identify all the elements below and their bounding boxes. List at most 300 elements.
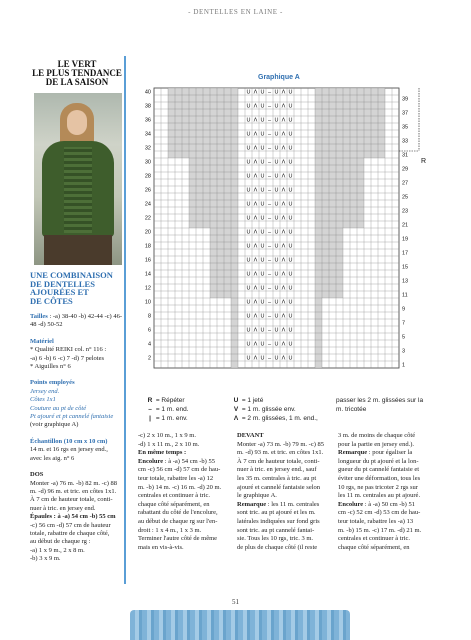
grid-shade [336, 207, 343, 214]
grid-shade [217, 186, 224, 193]
stitch-symbol: – [267, 271, 272, 278]
grid-shade [315, 263, 322, 270]
knitting-chart-grid [138, 86, 442, 378]
stitch-symbol: Λ [281, 243, 286, 250]
grid-shade [329, 165, 336, 172]
grid-shade [322, 263, 329, 270]
text-line: sont tric. au pt ajouré et les m. [237, 509, 316, 517]
grid-shade [196, 214, 203, 221]
stitch-symbol: U [260, 271, 265, 278]
dos-line: Monter -a) 76 m. -b) 82 m. -c) 88 [30, 479, 118, 487]
grid-shade [203, 186, 210, 193]
stitch-symbol: Λ [281, 215, 286, 222]
grid-shade [364, 144, 371, 151]
grid-shade [322, 130, 329, 137]
grid-shade [210, 88, 217, 95]
grid-shade [378, 130, 385, 137]
grid-shade [224, 228, 231, 235]
grid-shade [371, 95, 378, 102]
grid-shade [168, 116, 175, 123]
grid-shade [196, 179, 203, 186]
grid-shade [343, 144, 350, 151]
grid-shade [315, 95, 322, 102]
grid-shade [168, 130, 175, 137]
text-bold: En même temps : [138, 449, 187, 457]
row-number-left: 4 [147, 341, 151, 348]
grid-shade [322, 116, 329, 123]
stitch-symbol: Λ [253, 117, 258, 124]
grid-shade [329, 130, 336, 137]
stitch-symbol: U [246, 313, 251, 320]
grid-shade [210, 200, 217, 207]
text-line: À 7 cm de hauteur totale, conti- [237, 457, 320, 465]
grid-shade [336, 200, 343, 207]
stitch-symbol: U [246, 131, 251, 138]
stitch-symbol: U [260, 201, 265, 208]
stitch-symbol: – [267, 229, 272, 236]
stitch-symbol: U [260, 355, 265, 362]
grid-shade [231, 354, 238, 361]
stitch-symbol: U [246, 201, 251, 208]
row-number-left: 24 [144, 201, 151, 208]
grid-shade [343, 214, 350, 221]
grid-shade [231, 277, 238, 284]
grid-shade [329, 214, 336, 221]
subhead-line: AJOURÉES ET [30, 287, 89, 297]
grid-shade [336, 214, 343, 221]
text-line: : à -a) 50 cm -b) 51 [364, 500, 415, 508]
stitch-symbol: U [246, 145, 251, 152]
grid-shade [231, 270, 238, 277]
grid-shade [203, 88, 210, 95]
row-number-right: 15 [402, 264, 409, 271]
grid-shade [364, 130, 371, 137]
grid-shade [231, 144, 238, 151]
grid-shade [231, 165, 238, 172]
grid-shade [189, 165, 196, 172]
points-line: Couture au pt de côté [30, 404, 87, 412]
grid-shade [196, 123, 203, 130]
stitch-symbol: Λ [281, 145, 286, 152]
grid-shade [217, 277, 224, 284]
grid-shade [210, 95, 217, 102]
stitch-symbol: – [267, 117, 272, 124]
points-label: Points employés [30, 379, 75, 387]
grid-shade [329, 186, 336, 193]
dos-label: DOS [30, 471, 44, 479]
grid-shade [322, 270, 329, 277]
text-line: 3 m. de moins de chaque côté [338, 432, 416, 439]
grid-shade [196, 221, 203, 228]
stitch-symbol: U [274, 201, 279, 208]
stitch-symbol: U [246, 89, 251, 96]
stitch-symbol: U [274, 285, 279, 292]
grid-shade [196, 102, 203, 109]
stitch-symbol: – [267, 243, 272, 250]
grid-shade [175, 137, 182, 144]
grid-shade [175, 130, 182, 137]
grid-shade [350, 144, 357, 151]
stitch-symbol: – [267, 159, 272, 166]
stitch-symbol: Λ [281, 327, 286, 334]
grid-shade [196, 172, 203, 179]
row-number-left: 20 [144, 229, 151, 236]
stitch-symbol: Λ [281, 117, 286, 124]
grid-shade [315, 242, 322, 249]
grid-shade [336, 179, 343, 186]
grid-shade [357, 214, 364, 221]
grid-shade [357, 221, 364, 228]
row-number-left: 28 [144, 173, 151, 180]
grid-shade [329, 172, 336, 179]
grid-shade [336, 137, 343, 144]
grid-shade [217, 95, 224, 102]
grid-shade [364, 137, 371, 144]
grid-shade [322, 172, 329, 179]
stitch-symbol: U [274, 243, 279, 250]
grid-shade [203, 165, 210, 172]
grid-shade [350, 207, 357, 214]
grid-shade [231, 256, 238, 263]
grid-shade [322, 186, 329, 193]
text-line: chaque côté séparément, en [138, 500, 210, 508]
grid-shade [329, 102, 336, 109]
grid-shade [329, 270, 336, 277]
grid-shade [322, 291, 329, 298]
grid-shade [210, 242, 217, 249]
grid-shade [224, 172, 231, 179]
sizes-block [30, 313, 124, 330]
row-number-right: 7 [402, 320, 406, 327]
legend-col [232, 396, 318, 423]
stitch-symbol: – [267, 285, 272, 292]
grid-shade [378, 88, 385, 95]
stitch-symbol: U [246, 187, 251, 194]
legend-col [336, 396, 423, 414]
subhead-line: DE CÔTES [30, 295, 73, 306]
grid-shade [357, 109, 364, 116]
stitch-symbol: Λ [253, 215, 258, 222]
text-line: 10 rgs, ne pas tricoter 2 rgs sur [338, 483, 418, 491]
grid-shade [210, 277, 217, 284]
stitch-symbol: U [274, 313, 279, 320]
stitch-symbol: Λ [253, 145, 258, 152]
grid-shade [231, 116, 238, 123]
grid-shade [350, 95, 357, 102]
row-number-left: 40 [144, 89, 151, 96]
grid-shade [315, 291, 322, 298]
stitch-symbol: Λ [281, 89, 286, 96]
grid-shade [189, 109, 196, 116]
stitch-symbol: U [288, 117, 293, 124]
grid-shade [189, 102, 196, 109]
grid-shade [357, 200, 364, 207]
stitch-symbol: U [260, 215, 265, 222]
grid-shade [315, 137, 322, 144]
stitch-symbol: U [246, 341, 251, 348]
grid-shade [350, 158, 357, 165]
grid-shade [231, 242, 238, 249]
stitch-symbol: U [260, 243, 265, 250]
row-number-left: 14 [144, 271, 151, 278]
grid-shade [350, 130, 357, 137]
grid-shade [350, 88, 357, 95]
stitch-symbol: U [288, 173, 293, 180]
grid-shade [371, 88, 378, 95]
grid-shade [189, 193, 196, 200]
grid-shade [350, 172, 357, 179]
grid-shade [378, 95, 385, 102]
stitch-symbol: Λ [281, 355, 286, 362]
stitch-symbol: U [288, 131, 293, 138]
grid-shade [182, 144, 189, 151]
grid-shade [329, 193, 336, 200]
grid-shade [231, 263, 238, 270]
grid-shade [217, 193, 224, 200]
grid-shade [203, 151, 210, 158]
grid-shade [357, 151, 364, 158]
grid-shade [329, 88, 336, 95]
stitch-symbol: U [246, 229, 251, 236]
text-bold: Encolure [138, 457, 164, 465]
legend-item: passer les 2 m. glissées sur la [336, 397, 424, 404]
gauge-line: avec les aig. n° 6 [30, 454, 75, 462]
grid-shade [371, 144, 378, 151]
row-number-left: 26 [144, 187, 151, 194]
stitch-symbol: Λ [281, 299, 286, 306]
subhead-line: DE DENTELLES [30, 278, 95, 289]
grid-shade [217, 123, 224, 130]
grid-shade [217, 221, 224, 228]
grid-shade [224, 151, 231, 158]
grid-shade [315, 305, 322, 312]
stitch-symbol: U [288, 341, 293, 348]
stitch-symbol: – [267, 215, 272, 222]
grid-shade [378, 151, 385, 158]
stitch-symbol: – [267, 173, 272, 180]
dos-line: À 7 cm de hauteur totale, conti- [30, 496, 113, 504]
stitch-symbol: U [274, 173, 279, 180]
grid-shade [175, 123, 182, 130]
grid-shade [203, 102, 210, 109]
grid-shade [378, 102, 385, 109]
grid-shade [315, 158, 322, 165]
grid-shade [329, 242, 336, 249]
grid-shade [315, 186, 322, 193]
legend-item: R = Répéter [147, 397, 185, 404]
gauge-block [30, 438, 124, 463]
stitch-symbol: U [288, 103, 293, 110]
stitch-symbol: Λ [253, 229, 258, 236]
grid-shade [203, 207, 210, 214]
grid-shade [210, 291, 217, 298]
grid-shade [336, 165, 343, 172]
stitch-symbol: U [246, 257, 251, 264]
stitch-symbol: U [274, 327, 279, 334]
grid-shade [350, 116, 357, 123]
grid-shade [329, 277, 336, 284]
grid-shade [196, 137, 203, 144]
row-number-left: 8 [147, 313, 151, 320]
grid-shade [336, 102, 343, 109]
grid-shade [329, 263, 336, 270]
grid-shade [343, 130, 350, 137]
grid-shade [315, 193, 322, 200]
knitting-chart [138, 86, 442, 378]
row-number-right: 9 [402, 306, 406, 313]
grid-shade [182, 123, 189, 130]
text-line: latérales indiquées sur fond gris [237, 517, 320, 525]
text-line: Monter -a) 73 m. -b) 79 m. -c) 85 [237, 440, 325, 448]
row-number-right: 27 [402, 180, 409, 187]
stitch-symbol: Λ [281, 131, 286, 138]
stitch-symbol: Λ [253, 299, 258, 306]
stitch-symbol: Λ [253, 131, 258, 138]
stitch-symbol: Λ [253, 159, 258, 166]
grid-shade [343, 221, 350, 228]
grid-shade [350, 123, 357, 130]
grid-shade [224, 186, 231, 193]
dos-line: nuer à tric. en jersey end. [30, 504, 96, 512]
grid-shade [350, 200, 357, 207]
grid-shade [378, 137, 385, 144]
grid-shade [336, 256, 343, 263]
stitch-symbol: U [274, 257, 279, 264]
stitch-symbol: Λ [253, 313, 258, 320]
grid-shade [210, 235, 217, 242]
grid-shade [357, 116, 364, 123]
grid-shade [196, 116, 203, 123]
grid-shade [350, 179, 357, 186]
grid-shade [329, 228, 336, 235]
grid-shade [357, 95, 364, 102]
row-number-right: 37 [402, 110, 409, 117]
grid-shade [210, 137, 217, 144]
grid-shade [329, 151, 336, 158]
grid-shade [378, 144, 385, 151]
grid-shade [315, 165, 322, 172]
grid-shade [231, 305, 238, 312]
text-line: -d) 1 x 11 m., 2 x 10 m. [138, 440, 200, 448]
stitch-symbol: – [267, 355, 272, 362]
stitch-symbol: U [260, 89, 265, 96]
grid-shade [350, 109, 357, 116]
grid-shade [231, 123, 238, 130]
grid-shade [182, 137, 189, 144]
grid-shade [315, 179, 322, 186]
grid-shade [231, 137, 238, 144]
grid-shade [378, 123, 385, 130]
grid-shade [357, 179, 364, 186]
grid-shade [231, 312, 238, 319]
row-number-left: 16 [144, 257, 151, 264]
model-photo [34, 93, 122, 265]
row-number-left: 22 [144, 215, 151, 222]
dos-line: totale, rabattre de chaque côté, [30, 529, 110, 537]
grid-shade [322, 207, 329, 214]
dos-line: -c) 56 cm -d) 57 cm de hauteur [30, 521, 111, 529]
stitch-symbol: Λ [281, 103, 286, 110]
text-line: ajouré et cannelé fantaisie selon [237, 483, 321, 491]
grid-shade [189, 151, 196, 158]
grid-shade [322, 221, 329, 228]
text-line: sont tric. au pt cannelé fantai- [237, 526, 315, 534]
text-column-3 [237, 432, 335, 552]
grid-shade [231, 326, 238, 333]
text-line: de plus de chaque côté (il reste [237, 543, 318, 551]
hero-title-line: LE VERT [57, 59, 97, 69]
grid-shade [329, 200, 336, 207]
grid-shade [336, 130, 343, 137]
hero-title-line: DE LA SAISON [45, 77, 109, 87]
grid-shade [224, 179, 231, 186]
stitch-symbol: Λ [253, 187, 258, 194]
subhead-line: UNE COMBINAISON [30, 270, 113, 280]
grid-shade [322, 242, 329, 249]
grid-shade [175, 151, 182, 158]
grid-shade [231, 207, 238, 214]
dos-line: m. -d) 96 m. et tric. en côtes 1x1. [30, 487, 117, 495]
grid-shade [336, 95, 343, 102]
grid-shade [189, 130, 196, 137]
stitch-symbol: Λ [253, 243, 258, 250]
grid-shade [315, 340, 322, 347]
grid-shade [336, 291, 343, 298]
grid-shade [189, 214, 196, 221]
grid-shade [210, 249, 217, 256]
points-line: Côtes 1x1 [30, 396, 56, 404]
grid-shade [322, 228, 329, 235]
grid-shade [364, 151, 371, 158]
stitch-symbol: U [288, 159, 293, 166]
grid-shade [224, 214, 231, 221]
grid-shade [315, 319, 322, 326]
sizes-label: Tailles [30, 313, 48, 320]
grid-shade [357, 144, 364, 151]
grid-shade [336, 249, 343, 256]
row-number-left: 10 [144, 299, 151, 306]
dos-block [30, 471, 124, 563]
grid-shade [322, 123, 329, 130]
grid-shade [231, 347, 238, 354]
text-column-4 [338, 432, 442, 552]
grid-shade [182, 88, 189, 95]
grid-shade [315, 284, 322, 291]
grid-shade [210, 172, 217, 179]
grid-shade [350, 102, 357, 109]
text-bold: Encolure [338, 500, 364, 508]
grid-shade [196, 158, 203, 165]
grid-shade [210, 116, 217, 123]
grid-shade [224, 95, 231, 102]
grid-shade [231, 186, 238, 193]
stitch-symbol: U [260, 313, 265, 320]
grid-shade [231, 333, 238, 340]
dos-line: Épaules : à -a) 54 cm -b) 55 cm [30, 513, 116, 521]
text-line: Terminer l'autre côté de même [138, 535, 218, 543]
text-bold: Remarque [338, 449, 368, 457]
grid-shade [182, 109, 189, 116]
stitch-symbol: U [274, 299, 279, 306]
grid-shade [189, 88, 196, 95]
grid-shade [196, 165, 203, 172]
stitch-symbol: – [267, 89, 272, 96]
materiel-block [30, 338, 124, 372]
stitch-symbol: Λ [281, 201, 286, 208]
text-line: pour la partie en jersey end.). [338, 440, 414, 448]
grid-shade [203, 158, 210, 165]
stitch-symbol: – [267, 299, 272, 306]
